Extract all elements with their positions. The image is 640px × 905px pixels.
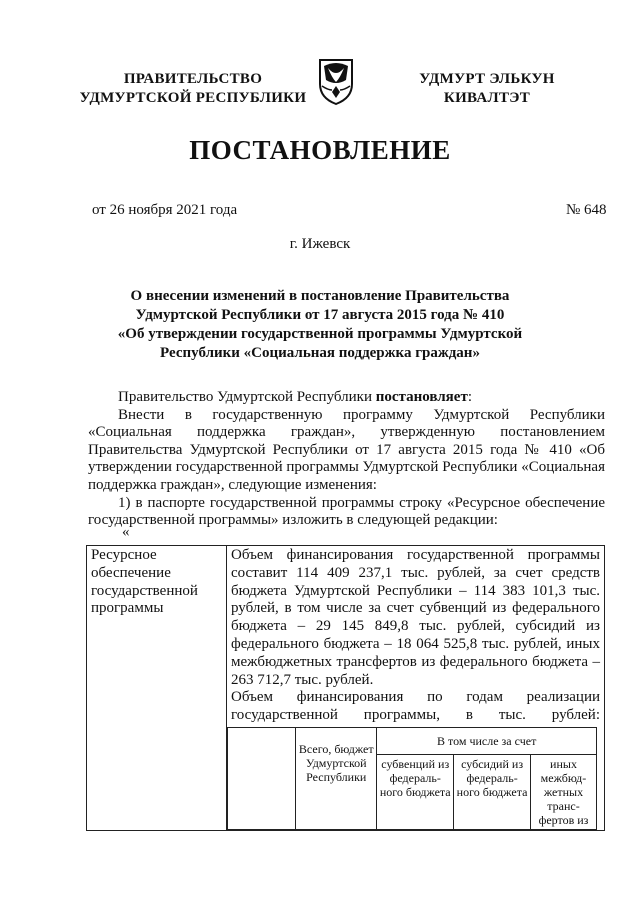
subject-line2: Удмуртской Республики от 17 августа 2015 года № 410 <box>135 307 505 323</box>
decree-colon: : <box>467 389 472 405</box>
page-bottom-margin <box>0 832 640 905</box>
subject-line1: О внесении изменений в постановление Правительства <box>130 288 510 304</box>
decree-intro-text: Правительство Удмуртской Республики <box>118 389 376 405</box>
document-title: ПОСТАНОВЛЕНИЕ <box>189 135 451 165</box>
government-name-udm-line2: КИВАЛТЭТ <box>443 90 531 106</box>
inner-other-col: иных межбюд-жетных транс-фертов из <box>530 754 596 829</box>
document-date: от 26 ноября 2021 года <box>92 202 238 218</box>
government-name-udm-line1: УДМУРТ ЭЛЬКУН <box>419 71 555 87</box>
passport-table <box>86 545 605 831</box>
government-name-ru <box>78 70 308 108</box>
table-row <box>87 546 605 831</box>
amendment-paragraph: Внести в государственную программу Удмуртской Республики «Социальная поддержка граждан», утвержденную постановлением Правительства Удмуртской Республики от 17 августа 2015 года № 410 «Об утверждении государственной программы Удмуртской Республики «Социальная поддержка граждан», следующие изменения: <box>88 406 605 493</box>
row-content <box>227 546 605 831</box>
subject-line3: «Об утверждении государственной программы Удмуртской <box>117 326 523 342</box>
inner-subventions-col: субвенций из федераль-ного бюджета <box>377 754 454 829</box>
row-label: Ресурсное обеспечение государственной программы <box>87 546 227 831</box>
government-name-line1: ПРАВИТЕЛЬСТВО <box>123 71 263 87</box>
subject-line4: Республики «Социальная поддержка граждан» <box>160 345 480 361</box>
government-name-udm <box>372 70 602 108</box>
inner-header-row-1 <box>228 727 597 754</box>
decree-verb: постановляет <box>375 389 468 405</box>
inner-year-col <box>228 727 296 829</box>
document-subject <box>100 287 540 363</box>
document-number: № 648 <box>566 202 607 218</box>
document-body <box>88 389 605 530</box>
inner-total-col: Всего, бюджет Удмуртской Республики <box>296 727 377 829</box>
quote-open-mark: « <box>122 524 130 540</box>
inner-subsidies-col: субсидий из федераль-ного бюджета <box>454 754 531 829</box>
funding-summary: Объем финансирования государственной программы составит 114 409 237,1 тыс. рублей, за счет средств бюджета Удмуртской Республики – 114 383 101,3 тыс. рублей, в том числе за счет субвенций из федерального бюджета – 29 145 849,8 тыс. рублей, субсидий из федерального бюджета – 18 064 525,8 тыс. рублей, иных межбюджетных трансфертов из федерального бюджета – 263 712,7 тыс. рублей. <box>231 547 600 688</box>
funding-by-year-table <box>227 727 597 830</box>
government-name-line2: УДМУРТСКОЙ РЕСПУБЛИКИ <box>79 90 307 106</box>
decree-intro <box>88 389 605 407</box>
amendment-item-1: 1) в паспорте государственной программы строку «Ресурсное обеспечение государственной программы» изложить в следующей редакции: <box>88 494 605 529</box>
document-city: г. Ижевск <box>289 236 351 252</box>
funding-by-year-intro: Объем финансирования по годам реализации государственной программы, в тыс. рублей: <box>231 689 600 724</box>
inner-group-header: В том числе за счет <box>377 727 597 754</box>
udmurt-coat-of-arms-icon <box>316 56 356 106</box>
